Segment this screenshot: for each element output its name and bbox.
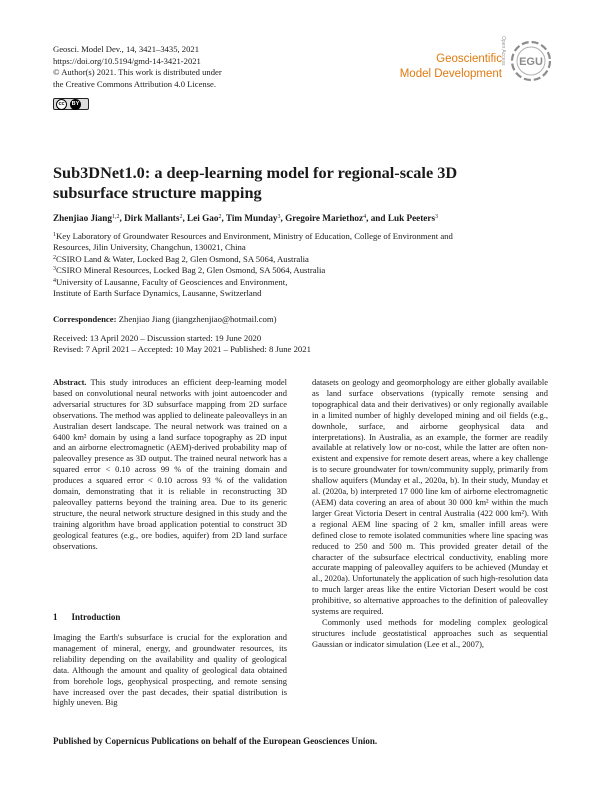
section-number: 1	[53, 612, 58, 622]
affiliation: $^4$University of Lausanne, Faculty of Geosciences and Environment,	[53, 276, 288, 287]
citation-line: Geosci. Model Dev., 14, 3421–3435, 2021	[53, 44, 199, 54]
citation-header	[53, 44, 222, 90]
section-title: Introduction	[71, 612, 121, 622]
right-column	[312, 377, 548, 650]
correspondence-email[interactable]: Zhenjiao Jiang (jiangzhenjiao@hotmail.com)	[116, 314, 277, 324]
journal-name	[372, 52, 502, 82]
cc-icon: cc	[56, 99, 67, 110]
license-line: © Author(s) 2021. This work is distributed under	[53, 67, 222, 78]
author: Tim Munday$^3$	[225, 213, 281, 223]
open-access-label: Open Access	[500, 36, 506, 66]
author: Dirk Mallants$^2$	[124, 213, 183, 223]
author: Zhenjiao Jiang$^{1,2}$	[53, 213, 120, 223]
affiliation-continued: Institute of Earth Surface Dynamics, Lausanne, Switzerland	[53, 288, 262, 299]
egu-logo	[508, 38, 554, 84]
author-list: Zhenjiao Jiang$^{1,2}$, Dirk Mallants$^2$, Lei Gao$^2$, Tim Munday$^3$, Gregoire Mariethoz$^4$, and Luk Peeters$^3$	[53, 213, 439, 223]
intro-paragraph	[53, 632, 287, 708]
author: Lei Gao$^2$	[187, 213, 222, 223]
affiliation: $^1$Key Laboratory of Groundwater Resources and Environment, Ministry of Education, College of Environment and	[53, 231, 453, 241]
publication-dates	[53, 333, 311, 356]
section-heading	[53, 612, 120, 622]
paper-title: Sub3DNet1.0: a deep-learning model for regional-scale 3D subsurface structure mapping	[53, 163, 458, 202]
abstract-text: This study introduces an efficient deep-learning model based on convolutional neural networks with joint autoencoder and adversarial structures for 3D subsurface mapping from 2D surface observations. The method was applied to delineate paleovalleys in an Australian desert landscape. The neural network was trained on a 6400 km² domain by using a land surface topography as 2D input and an airborne electromagnetic (AEM)-derived probability map of paleovalley presence as 3D output. The trained neural network has a squared error < 0.10 across 99 % of the training domain and produces a squared error < 0.10 across 93 % of the validation domain, demonstrating that it is reliable in reconstructing 3D paleovalley patterns beyond the training area. Due to its generic structure, the neural network structure designed in this study and the training algorithm have broad application potential to construct 3D geological features (e.g., ore bodies, aquifer) from 2D land surface observations.	[53, 377, 287, 551]
intro-text: Imaging the Earth's subsurface is crucial for the exploration and management of mineral, energy, and groundwater resources, its reliability depending on the availability and quality of geological data. Although the amount and quality of geological data obtained from borehole logs, geophysical prospecting, and remote sensing have increased over the past decades, their spatial distribution is highly uneven. Big	[53, 632, 287, 708]
author: Luk Peeters$^3$	[387, 213, 439, 223]
abstract-label: Abstract.	[53, 377, 87, 387]
body-paragraph: datasets on geology and geomorphology are either globally available as land surface observations (typically remote sensing and topographical data and their derivatives) or only regionally available in a limited number of highly developed mining and oil fields (e.g., downhole, surface, and airborne geophysical data and interpretations). In Australia, as an example, the former are readily available at relatively low or no-cost, while the latter are often non-existent and expensive for remote desert areas, where a key challenge is to secure groundwater for town/community supply, primarily from shallow aquifers (Munday et al., 2020a, b). In their study, Munday et al. (2020a, b) interpreted 17 000 line km of airborne electromagnetic (AEM) data covering an area of about 30 000 km² within the much larger Great Victoria Desert in central Australia (422 000 km²). With a regional AEM line spacing of 2 km, smaller infill areas were defined close to remote isolated communities where line spacing was reduced to 250 and 500 m. This provided greater detail of the character of the subsurface electrical conductivity, enabling more accurate mapping of paleovalley aquifers to be achieved (Munday et al., 2020a). Unfortunately the application of such high-resolution data to much larger areas like the entire Victorian Desert would be cost prohibitive, so alternative approaches to the definition of paleovalley systems are required.	[312, 377, 548, 617]
journal-name-line1: Geoscientific	[436, 53, 502, 65]
journal-name-line2: Model Development	[399, 68, 502, 80]
dates-line: Received: 13 April 2020 – Discussion started: 19 June 2020	[53, 333, 262, 343]
publisher-footer: Published by Copernicus Publications on behalf of the European Geosciences Union.	[53, 736, 378, 746]
license-line: the Creative Commons Attribution 4.0 License.	[53, 78, 217, 89]
correspondence-label: Correspondence:	[53, 314, 117, 324]
author: Gregoire Mariethoz$^4$	[285, 213, 367, 223]
abstract	[53, 377, 287, 552]
dates-line: Revised: 7 April 2021 – Accepted: 10 May 2021 – Published: 8 June 2021	[53, 344, 311, 355]
egu-label: EGU	[519, 56, 543, 68]
body-paragraph: Commonly used methods for modeling complex geological structures include geostatistical approaches such as sequential Gaussian or indicator simulation (Lee et al., 2007),	[312, 616, 548, 649]
by-icon: BY	[70, 99, 81, 110]
correspondence	[53, 314, 277, 325]
doi-link[interactable]: https://doi.org/10.5194/gmd-14-3421-2021	[53, 55, 201, 66]
cc-by-badge[interactable]	[53, 98, 89, 110]
affiliation-continued: Resources, Jilin University, Changchun, 130021, China	[53, 242, 246, 253]
affiliations	[53, 231, 553, 299]
affiliation: $^3$CSIRO Mineral Resources, Locked Bag 2, Glen Osmond, SA 5064, Australia	[53, 265, 326, 276]
affiliation: $^2$CSIRO Land & Water, Locked Bag 2, Glen Osmond, SA 5064, Australia	[53, 253, 309, 264]
